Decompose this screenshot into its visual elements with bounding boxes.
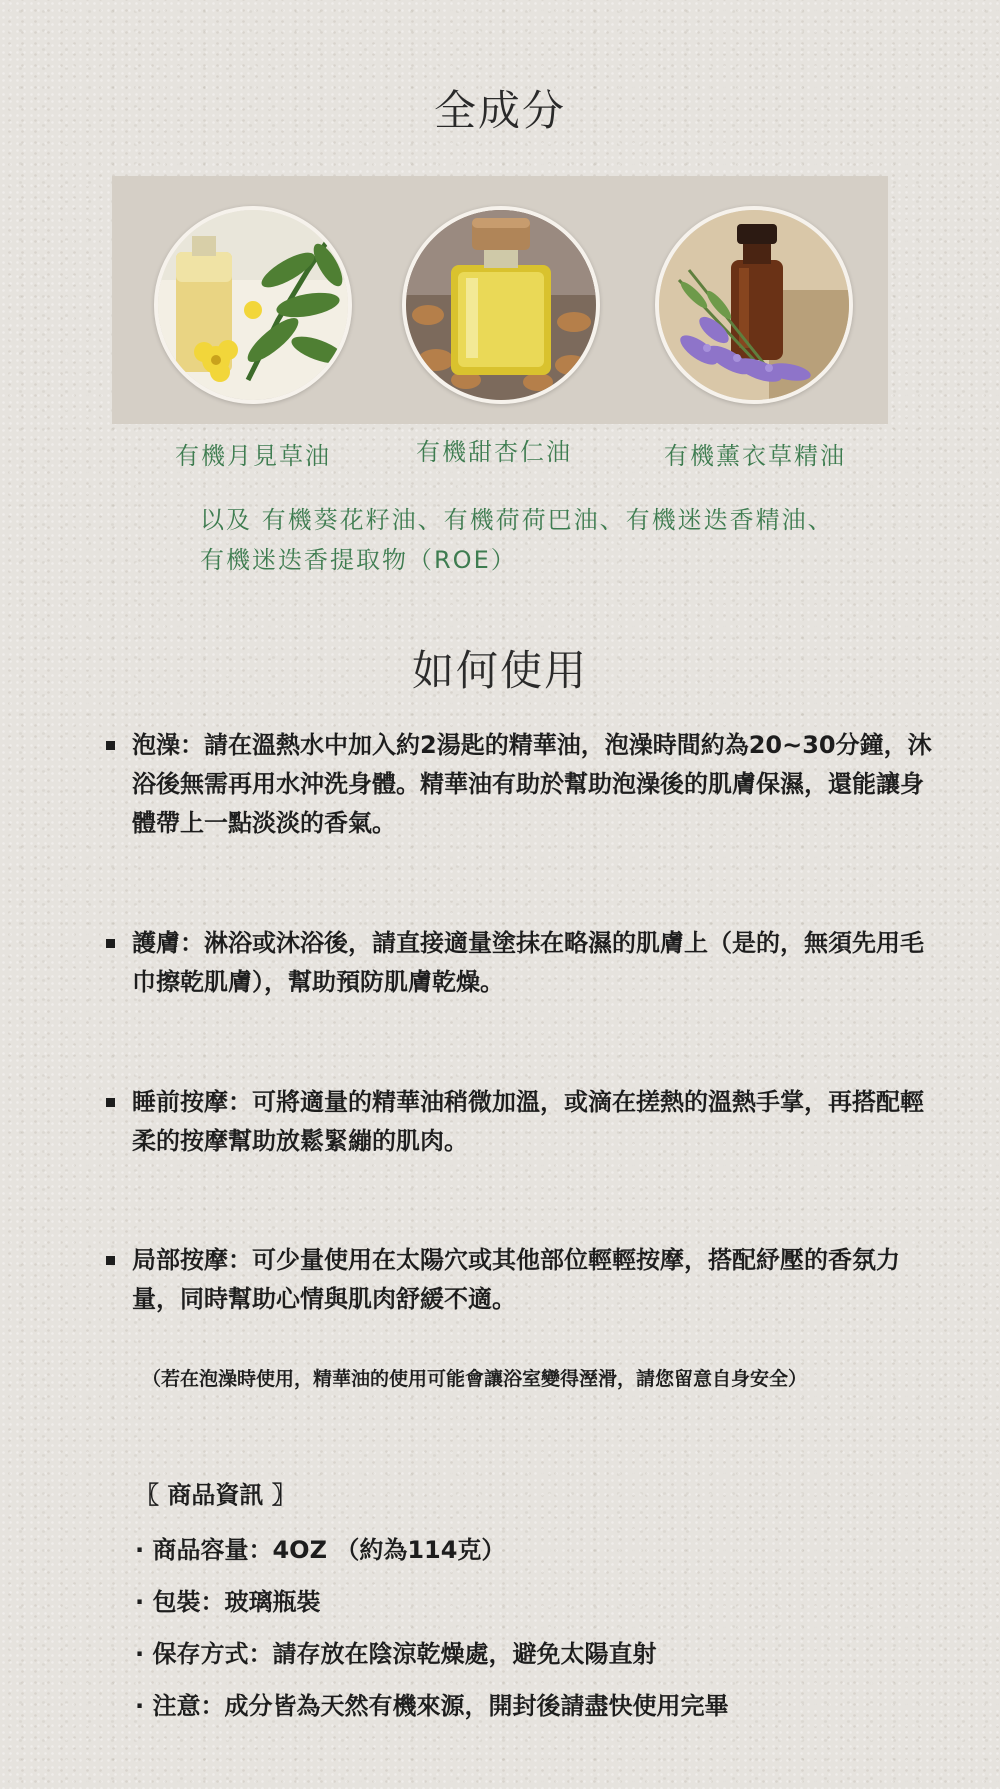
ingredient-name-sweet-almond: 有機甜杏仁油 (416, 438, 572, 466)
product-info-packaging: · 包裝：玻璃瓶裝 (135, 1588, 321, 1616)
usage-item-text: 護膚：淋浴或沐浴後，請直接適量塗抹在略濕的肌膚上（是的，無須先用毛巾擦乾肌膚），幫助預防肌膚乾燥。 (132, 929, 924, 996)
product-info-storage: · 保存方式：請存放在陰涼乾燥處，避免太陽直射 (135, 1640, 657, 1668)
product-info-caution: · 注意：成分皆為天然有機來源，開封後請盡快使用完畢 (135, 1692, 729, 1720)
ingredient-name-lavender: 有機薰衣草精油 (664, 442, 846, 470)
evening-primrose-oil-photo (154, 206, 352, 404)
additional-ingredients-text: 以及 有機葵花籽油、有機荷荷巴油、有機迷迭香精油、有機迷迭香提取物（ROE） (200, 506, 834, 574)
usage-item-skincare (132, 924, 942, 1002)
bullet-icon (106, 1256, 115, 1265)
ingredient-name-evening-primrose: 有機月見草油 (175, 442, 331, 470)
usage-item-bedtime-massage (132, 1083, 942, 1161)
bullet-icon (106, 1098, 115, 1107)
sweet-almond-oil-photo (402, 206, 600, 404)
bullet-icon (106, 939, 115, 948)
usage-item-local-massage (132, 1241, 942, 1319)
product-info-capacity: · 商品容量：4OZ （約為114克） (135, 1536, 506, 1564)
usage-item-text: 局部按摩：可少量使用在太陽穴或其他部位輕輕按摩，搭配紓壓的香氛力量，同時幫助心情與肌肉舒緩不適。 (132, 1246, 900, 1313)
ingredient-photo-panel (112, 176, 888, 424)
product-info (135, 1475, 935, 1732)
lavender-essential-oil-photo (655, 206, 853, 404)
product-info-heading: 〖 商品資訊 〗 (135, 1481, 296, 1509)
ingredients-title: 全成分 (433, 86, 566, 135)
bullet-icon (106, 741, 115, 750)
usage-item-bath (132, 726, 942, 843)
usage-item-text: 睡前按摩：可將適量的精華油稍微加溫，或滴在搓熱的溫熱手掌，再搭配輕柔的按摩幫助放鬆緊繃的肌肉。 (132, 1088, 924, 1155)
usage-title: 如何使用 (411, 646, 588, 695)
usage-item-text: 泡澡：請在溫熱水中加入約2湯匙的精華油，泡澡時間約為20~30分鐘，沐浴後無需再用水沖洗身體。精華油有助於幫助泡澡後的肌膚保濕，還能讓身體帶上一點淡淡的香氣。 (132, 731, 932, 837)
safety-note: （若在泡澡時使用，精華油的使用可能會讓浴室變得溼滑，請您留意自身安全） (142, 1368, 808, 1390)
